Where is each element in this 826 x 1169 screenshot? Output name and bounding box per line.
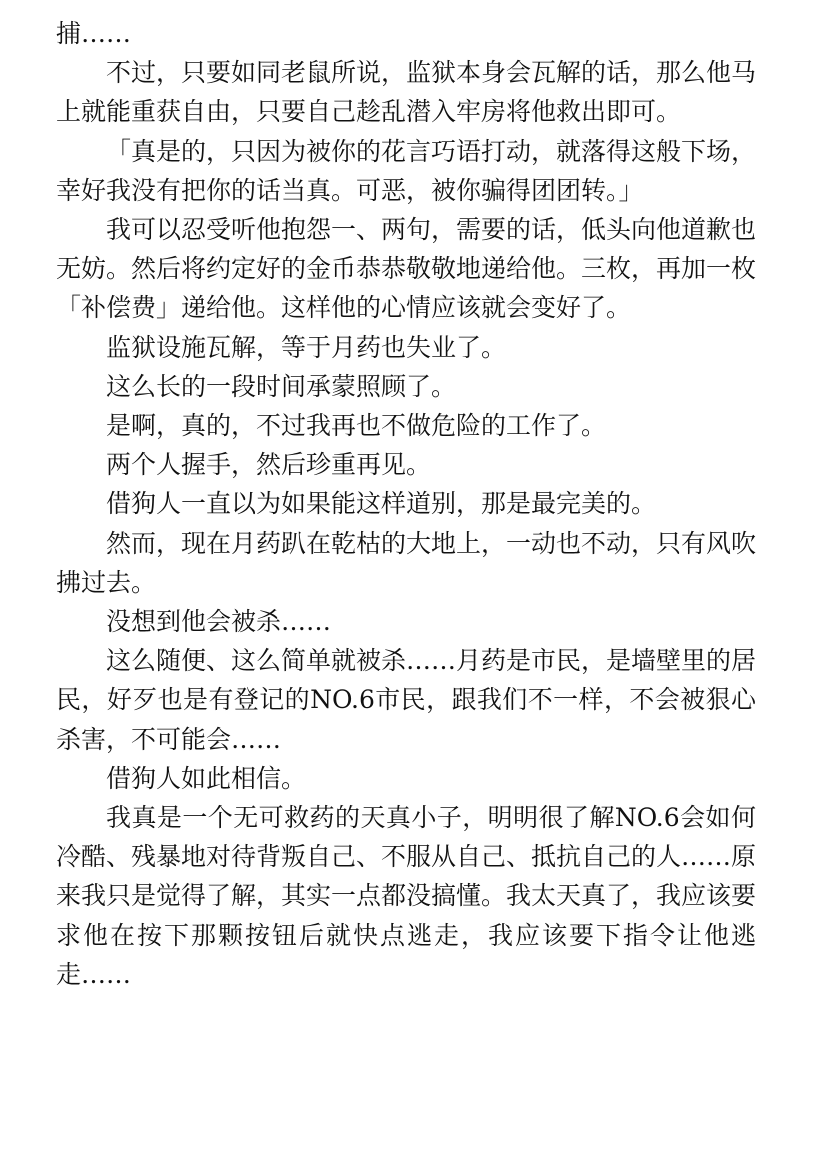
paragraph: 这么长的一段时间承蒙照顾了。 [106, 371, 457, 401]
paragraph: 这么随便、这么简单就被杀……月药是市民，是墙壁里的居民，好歹也是有登记的NO.6市民，跟我们不一样，不会被狠心杀害，不可能会…… [56, 646, 757, 754]
paragraph: 我可以忍受听他抱怨一、两句，需要的话，低头向他道歉也无妨。然后将约定好的金币恭恭敬敬地递给他。三枚，再加一枚「补偿费」递给他。这样他的心情应该就会变好了。 [56, 215, 757, 323]
paragraph: 监狱设施瓦解，等于月药也失业了。 [106, 332, 507, 362]
paragraph: 借狗人一直以为如果能这样道别，那是最完美的。 [106, 489, 657, 519]
paragraph: 借狗人如此相信。 [106, 763, 307, 793]
paragraph-continued: 捕…… [56, 19, 132, 48]
paragraph: 然而，现在月药趴在乾枯的大地上，一动也不动，只有风吹拂过去。 [56, 528, 757, 597]
paragraph-dialogue: 「真是的，只因为被你的花言巧语打动，就落得这般下场，幸好我没有把你的话当真。可恶，被你骗得团团转。」 [56, 136, 757, 205]
paragraph: 我真是一个无可救药的天真小子，明明很了解NO.6会如何冷酷、残暴地对待背叛自己、不服从自己、抵抗自己的人……原来我只是觉得了解，其实一点都没搞懂。我太天真了，我应该要求他在按下那颗按钮后就快点逃走，我应该要下指令让他逃走…… [56, 803, 757, 989]
paragraph: 不过，只要如同老鼠所说，监狱本身会瓦解的话，那么他马上就能重获自由，只要自己趁乱潜入牢房将他救出即可。 [56, 58, 757, 127]
paragraph: 是啊，真的，不过我再也不做危险的工作了。 [106, 411, 607, 441]
document-page [56, 14, 756, 994]
paragraph: 没想到他会被杀…… [106, 607, 332, 637]
paragraph: 两个人握手，然后珍重再见。 [106, 450, 432, 480]
